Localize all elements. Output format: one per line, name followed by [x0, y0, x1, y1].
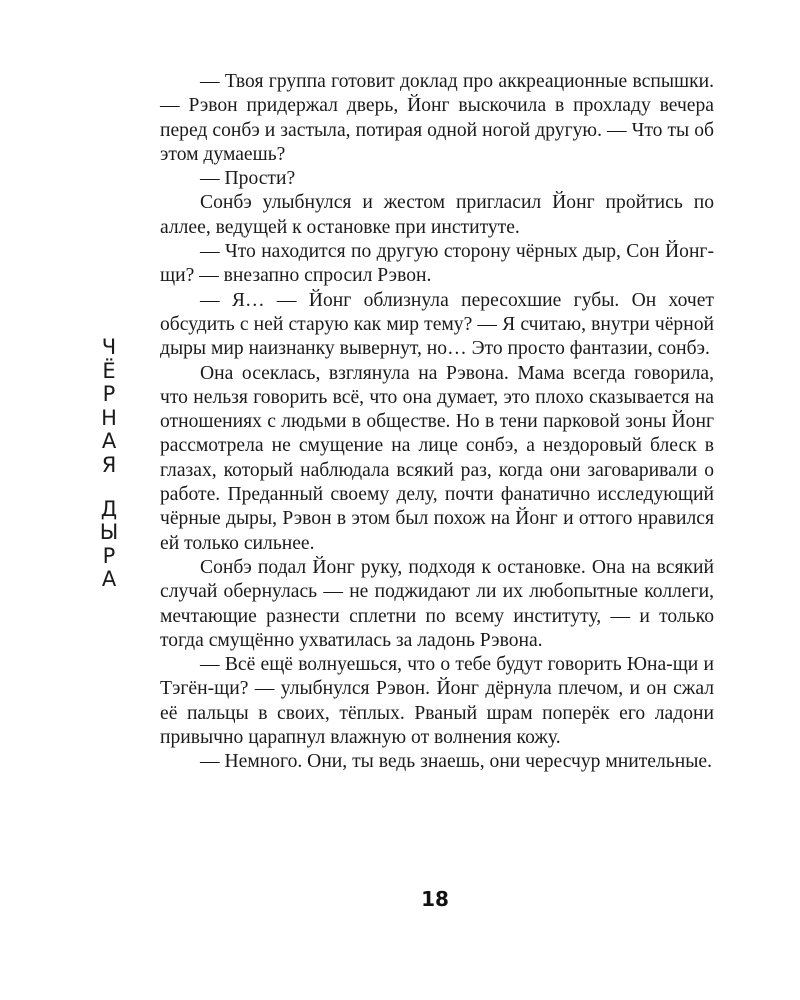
paragraph: — Прости? [200, 168, 296, 190]
paragraph: — Твоя группа готовит доклад про аккреационные вспышки. — Рэвон придержал дверь, Йонг выскочила в прохладу вечера перед сонбэ и застыла, потирая одной ногой другую. — Что ты об этом думаешь? [160, 71, 714, 165]
running-title-letter: Ё [102, 358, 116, 383]
running-title-letter: Р [102, 543, 116, 568]
body-text [160, 70, 714, 775]
running-title-word-2 [94, 498, 124, 592]
running-title-letter: Н [101, 405, 117, 430]
paragraph: — Всё ещё волнуешься, что о тебе будут говорить Юна-щи и Тэгён-щи? — улыбнулся Рэвон. Йонг дёрнула плечом, и он сжал её пальцы в своих, тёплых. Рваный шрам поперёк его ладони привычно царапнул влажную от волнения кожу. [160, 654, 714, 749]
page-number: 18 [421, 887, 449, 911]
paragraph: Сонбэ улыбнулся и жестом пригласил Йонг пройтись по аллее, ведущей к остановке при институте. [160, 192, 714, 238]
running-title-vertical [94, 336, 124, 592]
running-title-letter: Ы [99, 520, 119, 545]
running-title-word-1 [94, 336, 124, 478]
running-title-letter: Р [102, 382, 116, 407]
running-title-letter: Я [101, 452, 117, 477]
paragraph: Сонбэ подал Йонг руку, подходя к остановке. Она на всякий случай обернулась — не поджидают ли их любопытные коллеги, мечтающие разнести сплетни по всему институту, — и только тогда смущённо ухватилась за ладонь Рэвона. [160, 556, 714, 651]
paragraph: — Я… — Йонг облизнула пересохшие губы. Он хочет обсудить с ней старую как мир тему? — Я считаю, внутри чёрной дыры мир наизнанку вывернут, но… Это просто фантазии, сонбэ. [160, 289, 714, 360]
paragraph: Она осеклась, взглянула на Рэвона. Мама всегда говорила, что нельзя говорить всё, что она думает, это плохо сказывается на отношениях с людьми в обществе. Но в тени парковой зоны Йонг рассмотрела не смущение на лице сонбэ, а нездоровый блеск в глазах, который наблюдала всякий раз, когда они заговаривали о работе. Преданный своему делу, почти фанатично исследующий чёрные дыры, Рэвон в этом был похож на Йонг и оттого нравился ей только сильнее. [160, 362, 714, 554]
running-title-letter: Д [100, 496, 118, 521]
paragraph: — Немного. Они, ты ведь знаешь, они чересчур мнительные. [200, 751, 712, 773]
running-title-letter: А [101, 429, 117, 454]
running-title-letter: Ч [101, 335, 117, 359]
paragraph: — Что находится по другую сторону чёрных дыр, Сон Йонг-щи? — внезапно спросил Рэвон. [160, 241, 714, 287]
running-title-letter: А [101, 567, 117, 592]
